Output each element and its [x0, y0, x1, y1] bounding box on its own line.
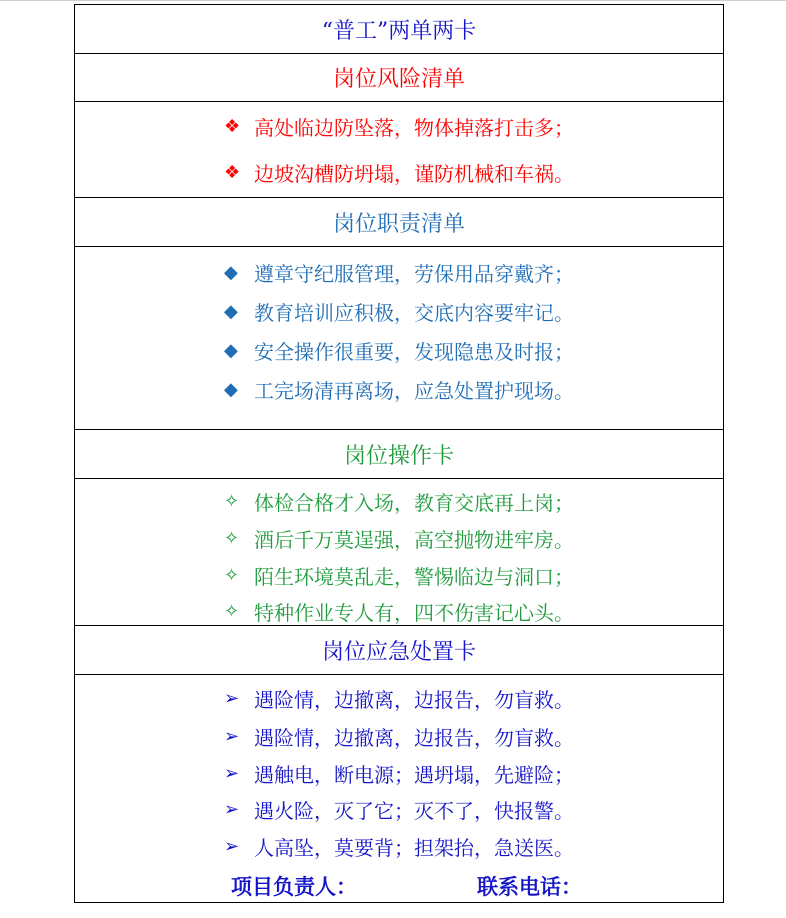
responsible-person-label: 项目负责人：: [231, 874, 357, 899]
card-title: “普工”两单两卡: [75, 5, 723, 54]
list-item-text: 遇触电，断电源；遇坍塌，先避险；: [254, 762, 574, 787]
emergency-card-body: [75, 675, 723, 902]
risk-list-heading: 岗位风险清单: [75, 54, 723, 102]
star-outline-icon: ✧: [224, 564, 240, 586]
list-item-text: 工完场清再离场，应急处置护现场。: [254, 378, 574, 403]
list-item: [75, 375, 723, 403]
list-item: [75, 684, 723, 712]
list-item-text: 遵章守纪服管理，劳保用品穿戴齐；: [254, 261, 574, 286]
list-item: [75, 759, 723, 787]
arrowhead-bullet-icon: ➢: [224, 835, 240, 857]
star-outline-icon: ✧: [224, 600, 240, 622]
operation-card-heading: 岗位操作卡: [75, 430, 723, 479]
list-item: [75, 795, 723, 823]
arrowhead-bullet-icon: ➢: [224, 725, 240, 747]
list-item: [75, 158, 723, 186]
arrowhead-bullet-icon: ➢: [224, 762, 240, 784]
operation-card-body: [75, 479, 723, 626]
list-item-text: 酒后千万莫逞强，高空抛物进牢房。: [254, 527, 574, 552]
star-outline-icon: ✧: [224, 527, 240, 549]
top-rule: [0, 0, 786, 1]
list-item-text: 陌生环境莫乱走，警惕临边与洞口；: [254, 564, 574, 589]
solid-diamond-icon: ◆: [224, 378, 238, 400]
list-item: [75, 487, 723, 515]
solid-diamond-icon: ◆: [224, 300, 238, 322]
list-item: [75, 597, 723, 625]
list-item-text: 遇险情，边撤离，边报告，勿盲救。: [254, 687, 574, 712]
list-item-text: 遇火险，灭了它；灭不了，快报警。: [254, 798, 574, 823]
arrowhead-bullet-icon: ➢: [224, 687, 240, 709]
list-item: [75, 561, 723, 589]
solid-diamond-icon: ◆: [224, 339, 238, 361]
list-item-text: 人高坠，莫要背；担架抬，急送医。: [254, 835, 574, 860]
duty-list-heading: 岗位职责清单: [75, 198, 723, 247]
contact-phone-label: 联系电话：: [477, 874, 582, 899]
list-item-text: 教育培训应积极，交底内容要牢记。: [254, 300, 574, 325]
list-item-text: 遇险情，边撤离，边报告，勿盲救。: [254, 725, 574, 750]
list-item-text: 特种作业专人有，四不伤害记心头。: [254, 600, 574, 625]
list-item-text: 边坡沟槽防坍塌，谨防机械和车祸。: [254, 161, 574, 186]
diamond-bullet-icon: ❖: [224, 115, 241, 137]
star-outline-icon: ✧: [224, 490, 240, 512]
diamond-bullet-icon: ❖: [224, 161, 241, 183]
emergency-card-heading: 岗位应急处置卡: [75, 626, 723, 675]
list-item: [75, 524, 723, 552]
arrowhead-bullet-icon: ➢: [224, 798, 240, 820]
list-item-text: 安全操作很重要，发现隐患及时报；: [254, 339, 574, 364]
list-item: [75, 722, 723, 750]
list-item-text: 高处临边防坠落，物体掉落打击多；: [254, 115, 574, 140]
safety-card-table: [74, 4, 724, 903]
list-item: [75, 112, 723, 140]
solid-diamond-icon: ◆: [224, 261, 238, 283]
list-item: [75, 336, 723, 364]
list-item-text: 体检合格才入场，教育交底再上岗；: [254, 490, 574, 515]
risk-list-body: [75, 102, 723, 198]
list-item: [75, 832, 723, 860]
list-item: [75, 258, 723, 286]
list-item: [75, 297, 723, 325]
duty-list-body: [75, 247, 723, 430]
